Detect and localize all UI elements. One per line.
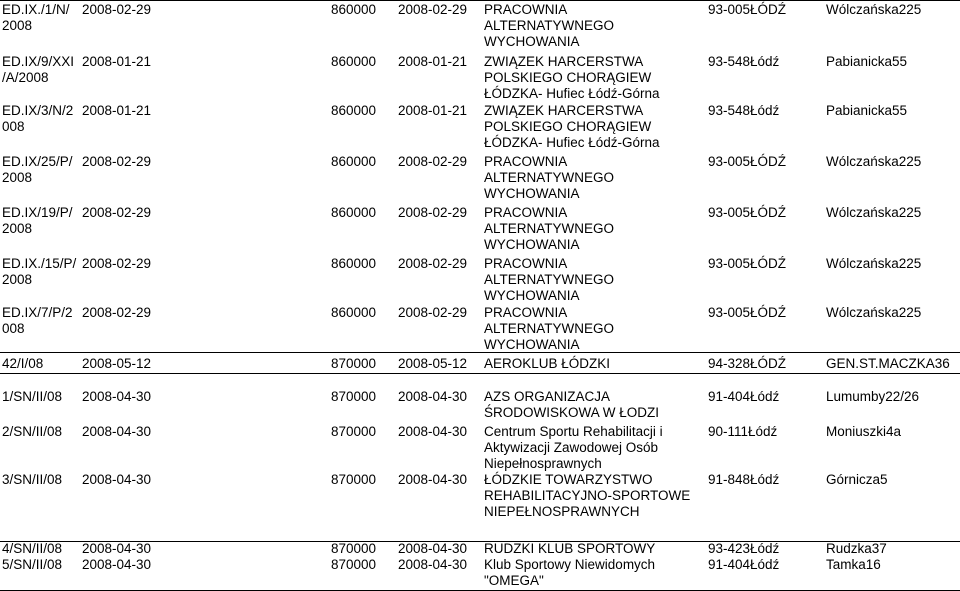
cell-postal-city: 93-548Łódź (708, 54, 780, 69)
cell-org-name: Centrum Sportu Rehabilitacji i (484, 424, 663, 439)
cell-street: Pabianicka55 (826, 54, 908, 69)
cell-doc-date: 2008-04-30 (82, 472, 152, 487)
cell-org-name: AZS ORGANIZACJA (484, 389, 611, 404)
cell-doc-number: ED.IX/9/XXI (2, 54, 75, 69)
cell-doc-date: 2008-04-30 (82, 557, 152, 572)
cell-doc-number: ED.IX/7/P/2 (2, 305, 73, 320)
cell-code: 860000 (331, 2, 377, 17)
cell-doc-number: ED.IX/25/P/ (2, 154, 73, 169)
cell-doc-date: 2008-02-29 (82, 256, 152, 271)
cell-doc-number: 2/SN/II/08 (2, 424, 63, 439)
cell-org-name: Niepełnosprawnych (484, 456, 602, 471)
cell-org-name: RUDZKI KLUB SPORTOWY (484, 541, 656, 556)
cell-org-name: Klub Sportowy Niewidomych (484, 557, 656, 572)
cell-doc-date: 2008-02-29 (82, 305, 152, 320)
cell-code: 870000 (331, 424, 377, 439)
cell-doc-number: 2008 (2, 221, 33, 236)
cell-org-name: Aktywizacji Zawodowej Osób (484, 440, 659, 455)
cell-doc-number: 5/SN/II/08 (2, 557, 63, 572)
cell-postal-city: 91-404Łódź (708, 557, 780, 572)
cell-street: Rudzka37 (826, 541, 887, 556)
cell-org-name: "OMEGA" (484, 573, 544, 588)
cell-org-name: ŚRODOWISKOWA W ŁODZI (484, 405, 660, 420)
cell-org-name: POLSKIEGO CHORĄGIEW (484, 119, 652, 134)
cell-org-name: ŁÓDZKA- Hufiec Łódź-Górna (484, 135, 660, 150)
cell-doc-number: ED.IX/3/N/2 (2, 103, 74, 118)
cell-doc-date: 2008-04-30 (82, 541, 152, 556)
cell-doc-number: /A/2008 (2, 70, 49, 85)
cell-doc-number: 2008 (2, 272, 33, 287)
cell-street: Lumumby22/26 (826, 389, 920, 404)
cell-doc-date: 2008-01-21 (82, 103, 152, 118)
cell-doc-number: 42/I/08 (2, 356, 44, 371)
cell-org-name: WYCHOWANIA (484, 186, 580, 201)
cell-street: Wólczańska225 (826, 256, 922, 271)
cell-code: 870000 (331, 356, 377, 371)
cell-postal-city: 93-005ŁÓDŹ (708, 305, 787, 320)
cell-entry-date: 2008-01-21 (398, 54, 468, 69)
cell-street: Tamka16 (826, 557, 881, 572)
cell-street: Moniuszki4a (826, 424, 902, 439)
cell-entry-date: 2008-04-30 (398, 472, 468, 487)
cell-org-name: ALTERNATYWNEGO (484, 321, 615, 336)
cell-street: Górnicza5 (826, 472, 888, 487)
cell-org-name: AEROKLUB ŁÓDZKI (484, 356, 611, 371)
cell-org-name: REHABILITACYJNO-SPORTOWE (484, 488, 691, 503)
cell-code: 860000 (331, 54, 377, 69)
cell-code: 860000 (331, 154, 377, 169)
cell-org-name: PRACOWNIA (484, 205, 568, 220)
cell-doc-date: 2008-04-30 (82, 389, 152, 404)
cell-code: 860000 (331, 103, 377, 118)
cell-org-name: WYCHOWANIA (484, 337, 580, 352)
cell-doc-number: ED.IX./15/P/ (2, 256, 77, 271)
cell-org-name: WYCHOWANIA (484, 237, 580, 252)
cell-doc-date: 2008-02-29 (82, 154, 152, 169)
cell-postal-city: 93-548Łódź (708, 103, 780, 118)
cell-street: Wólczańska225 (826, 154, 922, 169)
cell-entry-date: 2008-04-30 (398, 424, 468, 439)
cell-doc-number: 1/SN/II/08 (2, 389, 63, 404)
cell-org-name: POLSKIEGO CHORĄGIEW (484, 70, 652, 85)
cell-postal-city: 91-848Łódź (708, 472, 780, 487)
cell-org-name: PRACOWNIA (484, 2, 568, 17)
cell-doc-number: 3/SN/II/08 (2, 472, 63, 487)
cell-street: Wólczańska225 (826, 205, 922, 220)
cell-postal-city: 93-005ŁÓDŹ (708, 205, 787, 220)
cell-doc-date: 2008-01-21 (82, 54, 152, 69)
cell-entry-date: 2008-02-29 (398, 205, 468, 220)
cell-code: 860000 (331, 305, 377, 320)
cell-doc-number: 008 (2, 119, 25, 134)
cell-doc-number: ED.IX./1/N/ (2, 2, 70, 17)
cell-doc-number: 2008 (2, 170, 33, 185)
cell-doc-number: 4/SN/II/08 (2, 541, 63, 556)
cell-postal-city: 93-423Łódź (708, 541, 780, 556)
cell-code: 870000 (331, 472, 377, 487)
cell-org-name: NIEPEŁNOSPRAWNYCH (484, 504, 640, 519)
cell-doc-date: 2008-04-30 (82, 424, 152, 439)
cell-org-name: ŁÓDZKIE TOWARZYSTWO (484, 472, 653, 487)
cell-street: GEN.ST.MACZKA36 (826, 356, 950, 371)
cell-entry-date: 2008-04-30 (398, 557, 468, 572)
row-divider (0, 373, 960, 374)
cell-code: 870000 (331, 557, 377, 572)
cell-entry-date: 2008-02-29 (398, 2, 468, 17)
cell-doc-date: 2008-02-29 (82, 205, 152, 220)
cell-org-name: ALTERNATYWNEGO (484, 221, 615, 236)
cell-code: 870000 (331, 541, 377, 556)
cell-entry-date: 2008-02-29 (398, 256, 468, 271)
cell-postal-city: 94-328ŁÓDŹ (708, 356, 787, 371)
cell-entry-date: 2008-05-12 (398, 356, 468, 371)
cell-code: 870000 (331, 389, 377, 404)
cell-doc-date: 2008-05-12 (82, 356, 152, 371)
cell-postal-city: 93-005ŁÓDŹ (708, 2, 787, 17)
cell-doc-number: 008 (2, 321, 25, 336)
cell-street: Wólczańska225 (826, 2, 922, 17)
cell-org-name: ŁÓDZKA- Hufiec Łódź-Górna (484, 86, 660, 101)
cell-doc-date: 2008-02-29 (82, 2, 152, 17)
cell-org-name: PRACOWNIA (484, 154, 568, 169)
cell-entry-date: 2008-01-21 (398, 103, 468, 118)
cell-postal-city: 93-005ŁÓDŹ (708, 154, 787, 169)
cell-org-name: ALTERNATYWNEGO (484, 18, 615, 33)
cell-org-name: ALTERNATYWNEGO (484, 170, 615, 185)
cell-org-name: ZWIĄZEK HARCERSTWA (484, 54, 644, 69)
cell-postal-city: 91-404Łódź (708, 389, 780, 404)
cell-postal-city: 90-111Łódź (708, 424, 778, 439)
cell-entry-date: 2008-02-29 (398, 305, 468, 320)
cell-street: Pabianicka55 (826, 103, 908, 118)
cell-org-name: ZWIĄZEK HARCERSTWA (484, 103, 644, 118)
row-divider (0, 352, 960, 353)
cell-doc-number: 2008 (2, 18, 33, 33)
row-divider (0, 0, 960, 1)
cell-code: 860000 (331, 256, 377, 271)
cell-org-name: PRACOWNIA (484, 256, 568, 271)
cell-org-name: ALTERNATYWNEGO (484, 272, 615, 287)
cell-org-name: WYCHOWANIA (484, 288, 580, 303)
cell-org-name: WYCHOWANIA (484, 34, 580, 49)
cell-street: Wólczańska225 (826, 305, 922, 320)
cell-doc-number: ED.IX/19/P/ (2, 205, 73, 220)
cell-code: 860000 (331, 205, 377, 220)
cell-entry-date: 2008-02-29 (398, 154, 468, 169)
cell-entry-date: 2008-04-30 (398, 541, 468, 556)
cell-org-name: PRACOWNIA (484, 305, 568, 320)
cell-postal-city: 93-005ŁÓDŹ (708, 256, 787, 271)
cell-entry-date: 2008-04-30 (398, 389, 468, 404)
